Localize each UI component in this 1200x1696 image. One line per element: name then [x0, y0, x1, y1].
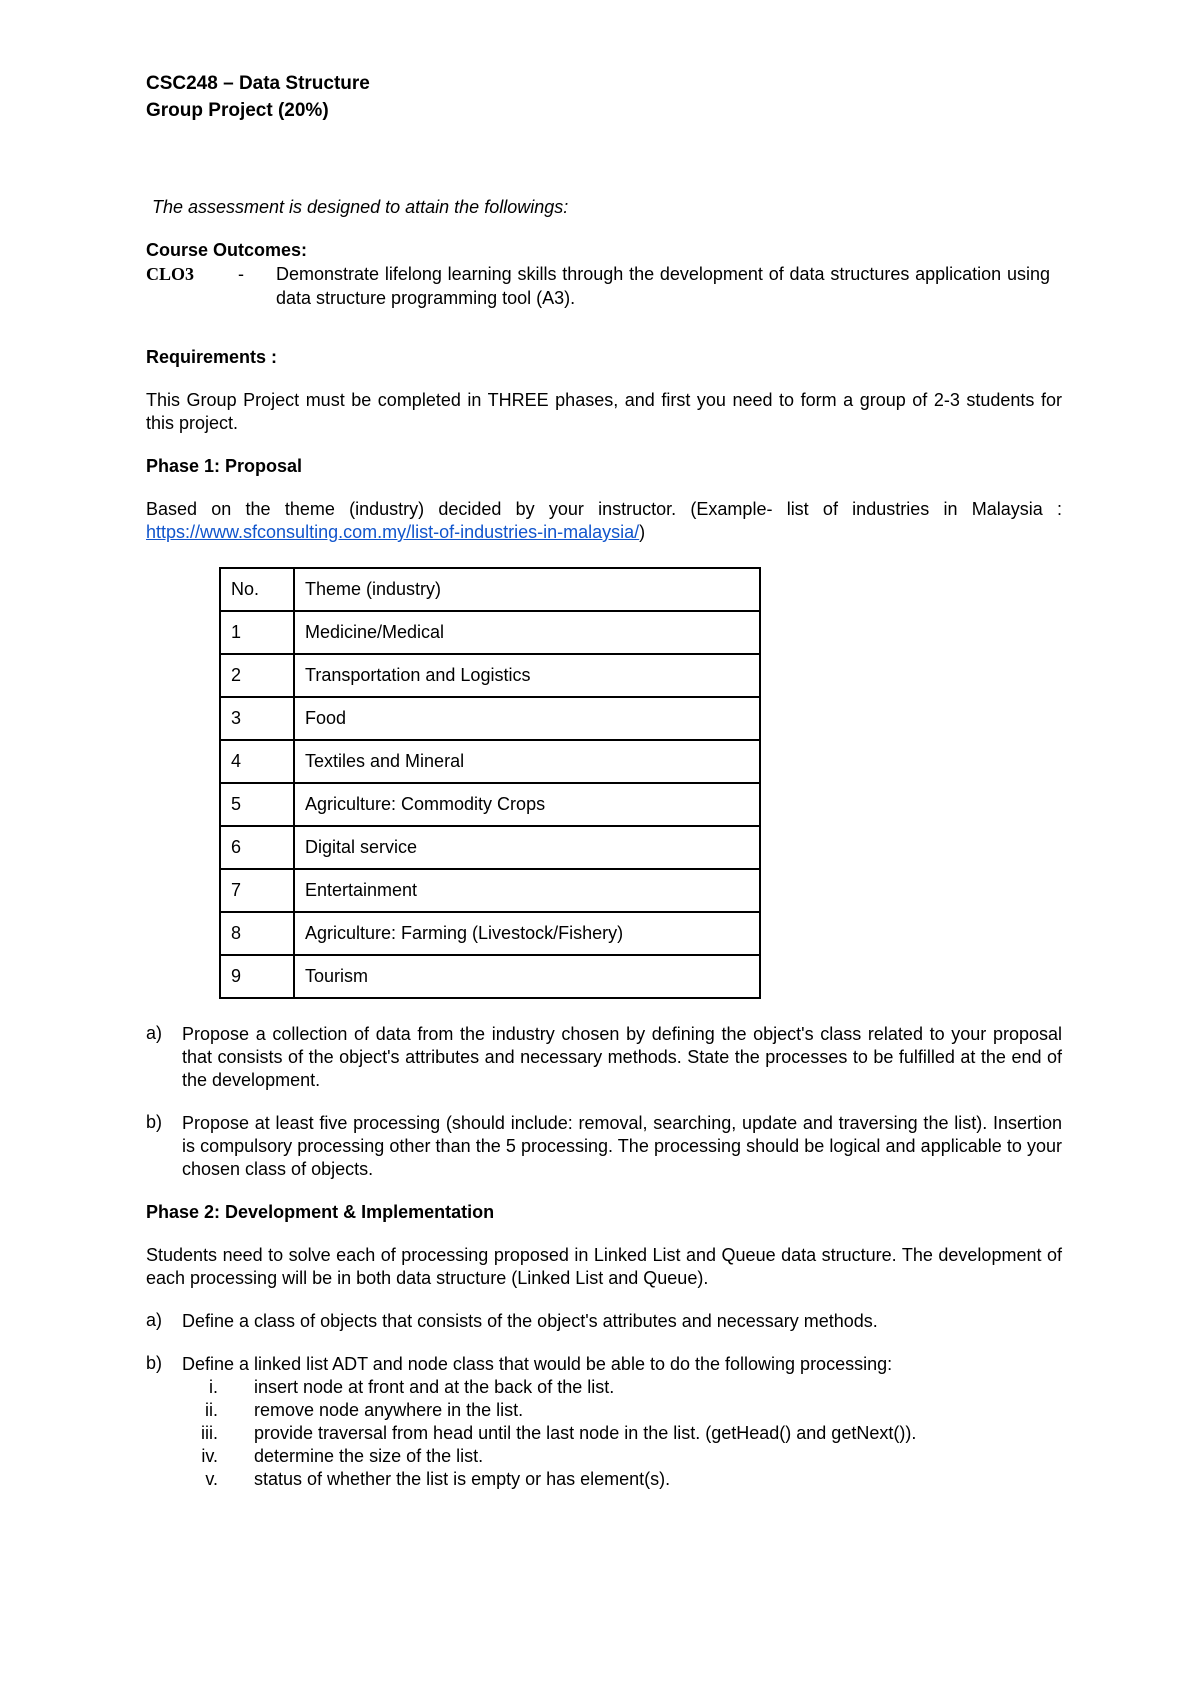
table-header-row	[220, 568, 760, 611]
row-number: 2	[220, 654, 294, 697]
row-number: 5	[220, 783, 294, 826]
subitem-row	[146, 1376, 1062, 1399]
item-text: Propose a collection of data from the industry chosen by defining the object's class related to your proposal that consists of the object's attributes and necessary methods. State the processes to be fulfilled at the end of the development.	[182, 1024, 1062, 1090]
table-row	[220, 697, 760, 740]
row-number: 6	[220, 826, 294, 869]
subitem-row	[146, 1445, 1062, 1468]
course-title: CSC248 – Data Structure	[146, 73, 370, 94]
subitem-label: i.	[209, 1377, 218, 1397]
subitem-row	[146, 1399, 1062, 1422]
clo-code: CLO3	[146, 264, 195, 284]
phase1-item-b	[146, 1112, 1062, 1181]
project-title: Group Project (20%)	[146, 100, 329, 121]
row-number: 8	[220, 912, 294, 955]
table-row	[220, 826, 760, 869]
requirements-text: This Group Project must be completed in THREE phases, and first you need to form a group of 2-3 students for this project.	[146, 390, 1062, 433]
row-number: 3	[220, 697, 294, 740]
row-theme: Textiles and Mineral	[294, 740, 760, 783]
subitem-label: iv.	[201, 1446, 218, 1466]
row-theme: Agriculture: Commodity Crops	[294, 783, 760, 826]
item-label: b)	[146, 1353, 163, 1373]
phase1-intro	[146, 498, 1062, 544]
phase1-item-a	[146, 1023, 1062, 1092]
row-theme: Food	[294, 697, 760, 740]
header-no: No.	[220, 568, 294, 611]
subitem-label: v.	[205, 1469, 218, 1489]
phase1-heading: Phase 1: Proposal	[146, 456, 303, 476]
row-theme: Entertainment	[294, 869, 760, 912]
document-page	[146, 70, 1062, 1491]
clo-dash: -	[238, 264, 244, 284]
assessment-intro: The assessment is designed to attain the followings:	[152, 197, 569, 217]
subitem-text: provide traversal from head until the last node in the list. (getHead() and getNext()).	[254, 1423, 917, 1443]
table-row	[220, 955, 760, 998]
table-row	[220, 740, 760, 783]
row-number: 9	[220, 955, 294, 998]
industries-link[interactable]: https://www.sfconsulting.com.my/list-of-industries-in-malaysia/	[146, 522, 640, 542]
row-theme: Digital service	[294, 826, 760, 869]
phase1-intro-close: )	[639, 522, 646, 542]
subitem-text: determine the size of the list.	[254, 1446, 484, 1466]
subitem-row	[146, 1422, 1062, 1445]
subitem-row	[146, 1468, 1062, 1491]
phase2-text: Students need to solve each of processing proposed in Linked List and Queue data structure. The development of each processing will be in both data structure (Linked List and Queue).	[146, 1245, 1062, 1288]
theme-table	[219, 567, 761, 999]
subitem-text: status of whether the list is empty or has element(s).	[254, 1469, 671, 1489]
requirements-heading: Requirements :	[146, 347, 278, 367]
row-theme: Transportation and Logistics	[294, 654, 760, 697]
table-row	[220, 912, 760, 955]
item-text: Propose at least five processing (should include: removal, searching, update and traversing the list). Insertion is compulsory processing other than the 5 processing. The processing should be logical and applicable to your chosen class of objects.	[182, 1113, 1062, 1179]
table-row	[220, 783, 760, 826]
row-theme: Tourism	[294, 955, 760, 998]
table-row	[220, 869, 760, 912]
row-number: 4	[220, 740, 294, 783]
header-theme: Theme (industry)	[294, 568, 760, 611]
subitem-label: iii.	[201, 1423, 218, 1443]
row-number: 7	[220, 869, 294, 912]
item-text: Define a linked list ADT and node class that would be able to do the following processing:	[182, 1354, 893, 1374]
phase2-item-a	[146, 1310, 1062, 1333]
item-label: a)	[146, 1310, 163, 1330]
clo-row	[146, 262, 1062, 310]
phase2-item-b	[146, 1353, 1062, 1376]
item-text: Define a class of objects that consists of the object's attributes and necessary methods.	[182, 1311, 878, 1331]
table-row	[220, 654, 760, 697]
course-outcomes-heading: Course Outcomes:	[146, 240, 308, 260]
clo-description: Demonstrate lifelong learning skills through the development of data structures application using data structure programming tool (A3).	[276, 264, 1050, 308]
item-label: a)	[146, 1023, 163, 1043]
item-label: b)	[146, 1112, 163, 1132]
subitem-text: remove node anywhere in the list.	[254, 1400, 524, 1420]
row-theme: Medicine/Medical	[294, 611, 760, 654]
row-number: 1	[220, 611, 294, 654]
phase1-intro-text: Based on the theme (industry) decided by your instructor. (Example- list of industries in Malaysia :	[146, 499, 1062, 519]
subitem-text: insert node at front and at the back of the list.	[254, 1377, 615, 1397]
row-theme: Agriculture: Farming (Livestock/Fishery)	[294, 912, 760, 955]
subitem-label: ii.	[205, 1400, 218, 1420]
table-row	[220, 611, 760, 654]
phase2-heading: Phase 2: Development & Implementation	[146, 1202, 495, 1222]
